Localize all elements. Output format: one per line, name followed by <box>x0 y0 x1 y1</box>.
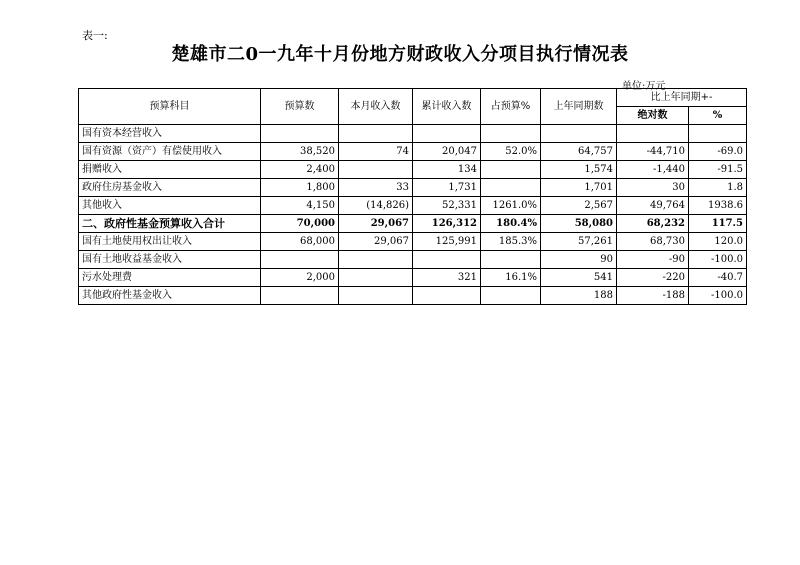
table-row <box>79 161 747 179</box>
table-row <box>79 179 747 197</box>
cell-month <box>339 161 413 179</box>
page-title: 楚雄市二0一九年十月份地方财政收入分项目执行情况表 <box>171 44 629 65</box>
table-row <box>79 143 747 161</box>
cell-percent: -100.0 <box>689 251 747 269</box>
cell-percent <box>689 125 747 143</box>
cell-subject: 其他政府性基金收入 <box>79 287 261 305</box>
cell-ratio: 16.1% <box>481 269 541 287</box>
cell-budget <box>261 287 339 305</box>
cell-last-year: 90 <box>541 251 617 269</box>
cell-budget <box>261 125 339 143</box>
table-row <box>79 125 747 143</box>
cell-last-year <box>541 125 617 143</box>
cell-subject: 其他收入 <box>79 197 261 215</box>
cell-subject: 国有土地收益基金收入 <box>79 251 261 269</box>
cell-cumulative: 125,991 <box>413 233 481 251</box>
cell-percent: -91.5 <box>689 161 747 179</box>
cell-budget: 2,000 <box>261 269 339 287</box>
header-subject: 预算科目 <box>79 89 261 125</box>
cell-month <box>339 269 413 287</box>
cell-month <box>339 125 413 143</box>
cell-subject: 污水处理费 <box>79 269 261 287</box>
cell-absolute: -1,440 <box>617 161 689 179</box>
cell-month <box>339 287 413 305</box>
cell-percent: 1.8 <box>689 179 747 197</box>
cell-cumulative <box>413 125 481 143</box>
cell-subject: 政府住房基金收入 <box>79 179 261 197</box>
cell-ratio: 1261.0% <box>481 197 541 215</box>
cell-subject: 国有土地使用权出让收入 <box>79 233 261 251</box>
cell-ratio: 185.3% <box>481 233 541 251</box>
cell-budget: 2,400 <box>261 161 339 179</box>
header-absolute: 绝对数 <box>617 107 689 125</box>
header-percent: % <box>689 107 747 125</box>
cell-budget: 1,800 <box>261 179 339 197</box>
cell-percent: 1938.6 <box>689 197 747 215</box>
cell-cumulative <box>413 251 481 269</box>
table-row <box>79 233 747 251</box>
header-last-year: 上年同期数 <box>541 89 617 125</box>
cell-percent: 120.0 <box>689 233 747 251</box>
cell-cumulative: 134 <box>413 161 481 179</box>
cell-percent: -69.0 <box>689 143 747 161</box>
cell-cumulative: 126,312 <box>413 215 481 233</box>
cell-absolute: -220 <box>617 269 689 287</box>
table-row <box>79 287 747 305</box>
cell-last-year: 1,574 <box>541 161 617 179</box>
cell-cumulative: 1,731 <box>413 179 481 197</box>
table-row <box>79 269 747 287</box>
table-row <box>79 215 747 233</box>
table-tag: 表一: <box>82 29 108 42</box>
table-body <box>79 125 747 305</box>
cell-percent: 117.5 <box>689 215 747 233</box>
cell-absolute: 30 <box>617 179 689 197</box>
cell-month: 33 <box>339 179 413 197</box>
cell-cumulative: 321 <box>413 269 481 287</box>
cell-month: 29,067 <box>339 215 413 233</box>
cell-absolute: -44,710 <box>617 143 689 161</box>
cell-last-year: 57,261 <box>541 233 617 251</box>
cell-cumulative: 20,047 <box>413 143 481 161</box>
cell-absolute: 68,730 <box>617 233 689 251</box>
cell-last-year: 58,080 <box>541 215 617 233</box>
header-month: 本月收入数 <box>339 89 413 125</box>
cell-ratio <box>481 287 541 305</box>
header-ratio: 占预算% <box>481 89 541 125</box>
cell-month: 74 <box>339 143 413 161</box>
cell-subject: 国有资源（资产）有偿使用收入 <box>79 143 261 161</box>
unit-label: 单位:万元 <box>622 81 666 92</box>
cell-percent: -100.0 <box>689 287 747 305</box>
header-budget: 预算数 <box>261 89 339 125</box>
cell-cumulative: 52,331 <box>413 197 481 215</box>
cell-budget: 68,000 <box>261 233 339 251</box>
cell-ratio <box>481 179 541 197</box>
cell-ratio: 52.0% <box>481 143 541 161</box>
cell-last-year: 64,757 <box>541 143 617 161</box>
cell-percent: -40.7 <box>689 269 747 287</box>
header-compare: 比上年同期+- <box>617 89 747 107</box>
cell-budget <box>261 251 339 269</box>
cell-ratio <box>481 251 541 269</box>
cell-absolute: 68,232 <box>617 215 689 233</box>
cell-budget: 4,150 <box>261 197 339 215</box>
cell-last-year: 541 <box>541 269 617 287</box>
table-row <box>79 251 747 269</box>
cell-last-year: 2,567 <box>541 197 617 215</box>
cell-last-year: 188 <box>541 287 617 305</box>
cell-budget: 38,520 <box>261 143 339 161</box>
cell-budget: 70,000 <box>261 215 339 233</box>
cell-month: 29,067 <box>339 233 413 251</box>
cell-absolute <box>617 125 689 143</box>
cell-ratio <box>481 125 541 143</box>
cell-cumulative <box>413 287 481 305</box>
cell-last-year: 1,701 <box>541 179 617 197</box>
cell-absolute: -90 <box>617 251 689 269</box>
cell-absolute: 49,764 <box>617 197 689 215</box>
cell-subject: 捐赠收入 <box>79 161 261 179</box>
table-row <box>79 197 747 215</box>
cell-ratio <box>481 161 541 179</box>
revenue-table <box>78 88 747 305</box>
cell-subject: 二、政府性基金预算收入合计 <box>79 215 261 233</box>
cell-ratio: 180.4% <box>481 215 541 233</box>
cell-absolute: -188 <box>617 287 689 305</box>
cell-subject: 国有资本经营收入 <box>79 125 261 143</box>
cell-month <box>339 251 413 269</box>
header-cumulative: 累计收入数 <box>413 89 481 125</box>
cell-month: (14,826) <box>339 197 413 215</box>
